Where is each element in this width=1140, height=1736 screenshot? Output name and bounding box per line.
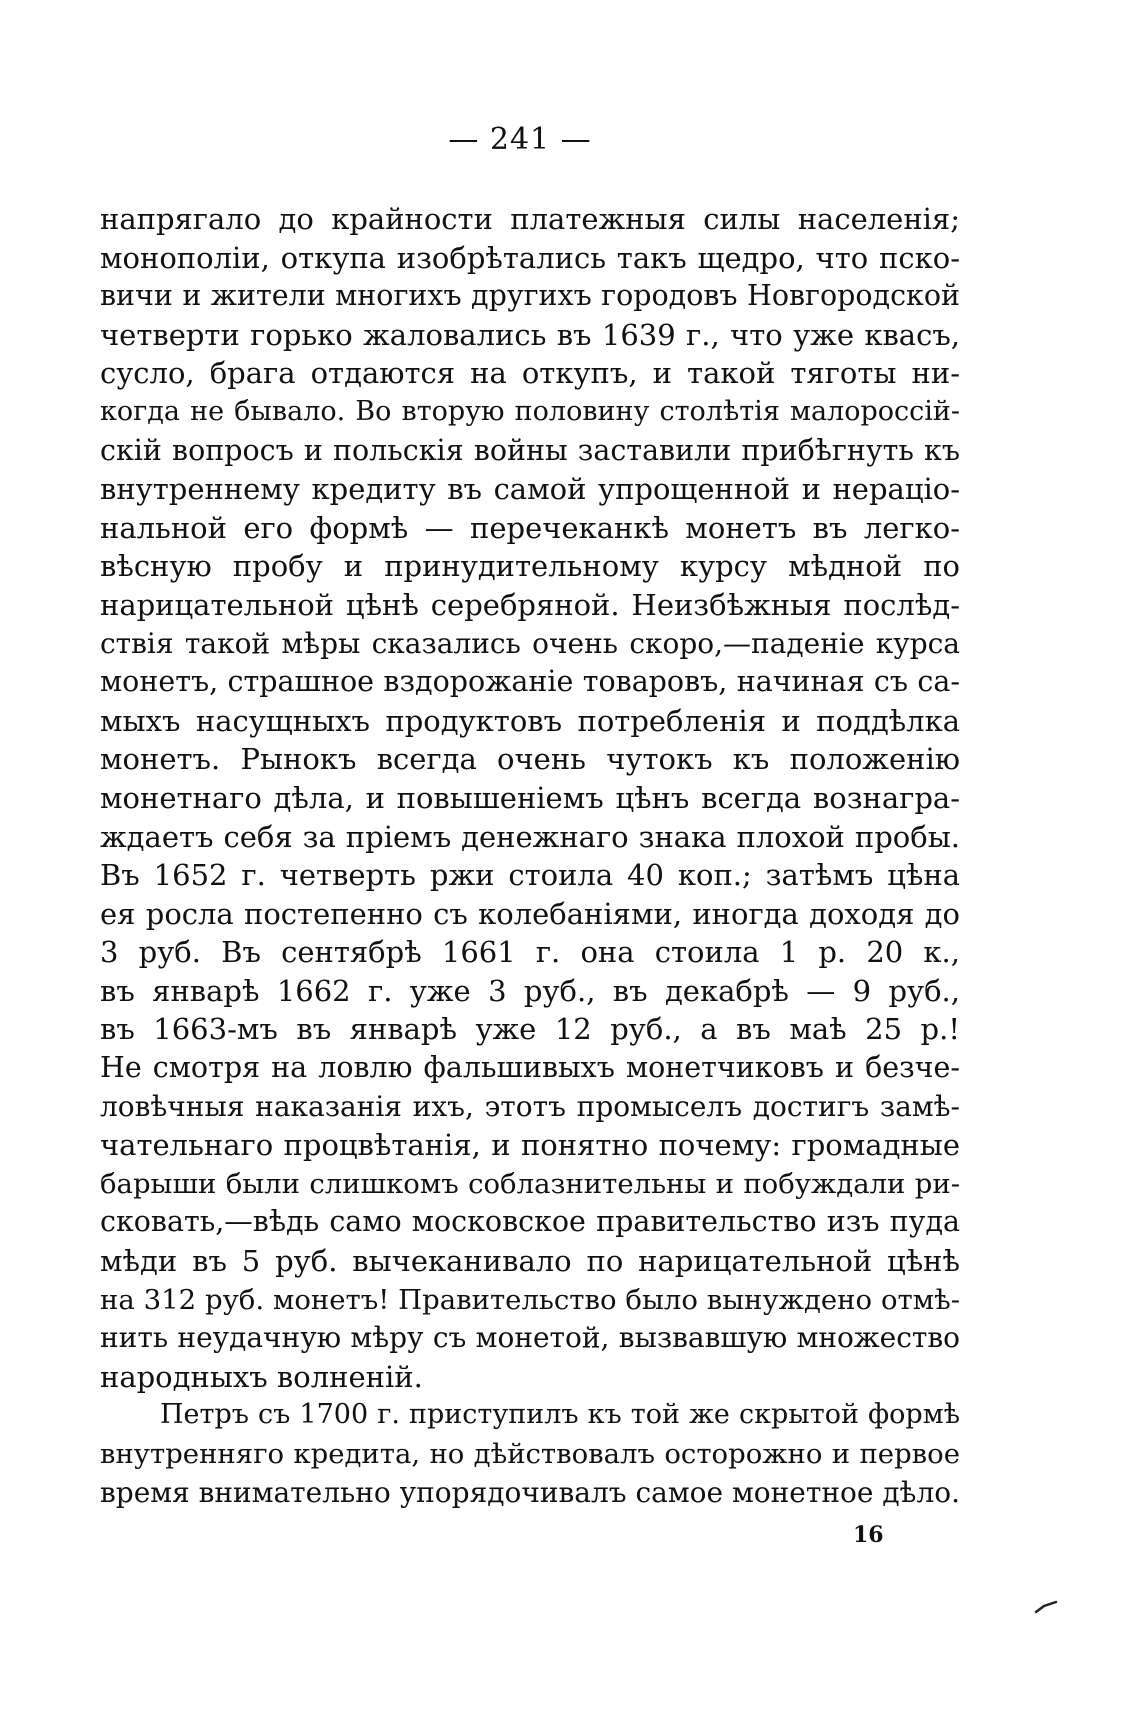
text-line: время внимательно упорядочивалъ самое монетное дѣло. <box>100 1475 960 1509</box>
text-line: вѣсную пробу и принудительному курсу мѣдной по <box>100 549 960 584</box>
text-line: внутренняго кредита, но дѣйствовалъ осторожно и первое <box>100 1438 960 1470</box>
text-line: сковать,—вѣдь само московское правительство изъ пуда <box>100 1205 960 1239</box>
text-line: Петръ съ 1700 г. приступилъ къ той же скрытой формѣ <box>160 1399 960 1431</box>
text-line: ловѣчныя наказанія ихъ, этотъ промыселъ достигъ замѣ- <box>100 1089 960 1123</box>
text-line: ствія такой мѣры сказались очень скоро,—паденіе курса <box>100 626 960 660</box>
text-line: барыши были слишкомъ соблазнительны и побуждали ри- <box>100 1167 960 1200</box>
text-line: ждаетъ себя за пріемъ денежнаго знака плохой пробы. <box>100 819 960 854</box>
text-line: напрягало до крайности платежныя силы населенія; <box>100 202 960 236</box>
text-line: мѣди въ 5 руб. вычеканивало по нарицательной цѣнѣ <box>100 1244 960 1279</box>
ink-mark-icon <box>1034 1600 1058 1614</box>
text-line: сусло, брага отдаются на откупъ, и такой тяготы ни- <box>100 356 960 391</box>
text-line: нить неудачную мѣру съ монетой, вызвавшую множество <box>100 1321 960 1355</box>
text-line: вичи и жители многихъ другихъ городовъ Новгородской <box>100 279 960 313</box>
text-line: четверти горько жаловались въ 1639 г., что уже квасъ, <box>100 317 960 352</box>
text-line: когда не бывало. Во вторую половину столѣтія малороссій- <box>100 395 960 427</box>
text-line: Не смотря на ловлю фальшивыхъ монетчиковъ и безче- <box>100 1051 960 1085</box>
text-line: ея росла постепенно съ колебаніями, иногда доходя до <box>100 896 960 931</box>
text-line: 3 руб. Въ сентябрѣ 1661 г. она стоила 1 р. 20 к., <box>100 935 960 970</box>
text-line: скій вопросъ и польскія войны заставили прибѣгнуть къ <box>100 433 960 467</box>
text-line: монетъ. Рынокъ всегда очень чутокъ къ положенію <box>100 742 960 777</box>
page-number: — 241 — <box>448 122 592 157</box>
text-line: нальной его формѣ — перечеканкѣ монетъ въ легко- <box>100 510 960 545</box>
text-line: мыхъ насущныхъ продуктовъ потребленія и поддѣлка <box>100 703 960 738</box>
text-line: чательнаго процвѣтанія, и понятно почему: громадные <box>100 1128 960 1163</box>
text-line: Въ 1652 г. четверть ржи стоила 40 коп.; затѣмъ цѣна <box>100 858 960 893</box>
text-line: нарицательной цѣнѣ серебряной. Неизбѣжныя послѣд- <box>100 587 960 622</box>
text-line: народныхъ волненій. <box>100 1359 423 1394</box>
text-line: внутреннему кредиту въ самой упрощенной и нераціо- <box>100 472 960 507</box>
text-line: монополіи, откупа изобрѣтались такъ щедро, что пско- <box>100 240 960 275</box>
text-line: монетъ, страшное вздорожаніе товаровъ, начиная съ са- <box>100 665 960 699</box>
text-line: въ январѣ 1662 г. уже 3 руб., въ декабрѣ — 9 руб., <box>100 973 960 1008</box>
text-line: на 312 руб. монетъ! Правительство было вынуждено отмѣ- <box>100 1283 960 1316</box>
body-text <box>100 200 960 1512</box>
printer-signature-mark: 16 <box>853 1522 884 1548</box>
text-line: въ 1663-мъ въ январѣ уже 12 руб., а въ маѣ 25 р.! <box>100 1012 960 1047</box>
text-line: монетнаго дѣла, и повышеніемъ цѣнъ всегда вознагра- <box>100 780 960 815</box>
